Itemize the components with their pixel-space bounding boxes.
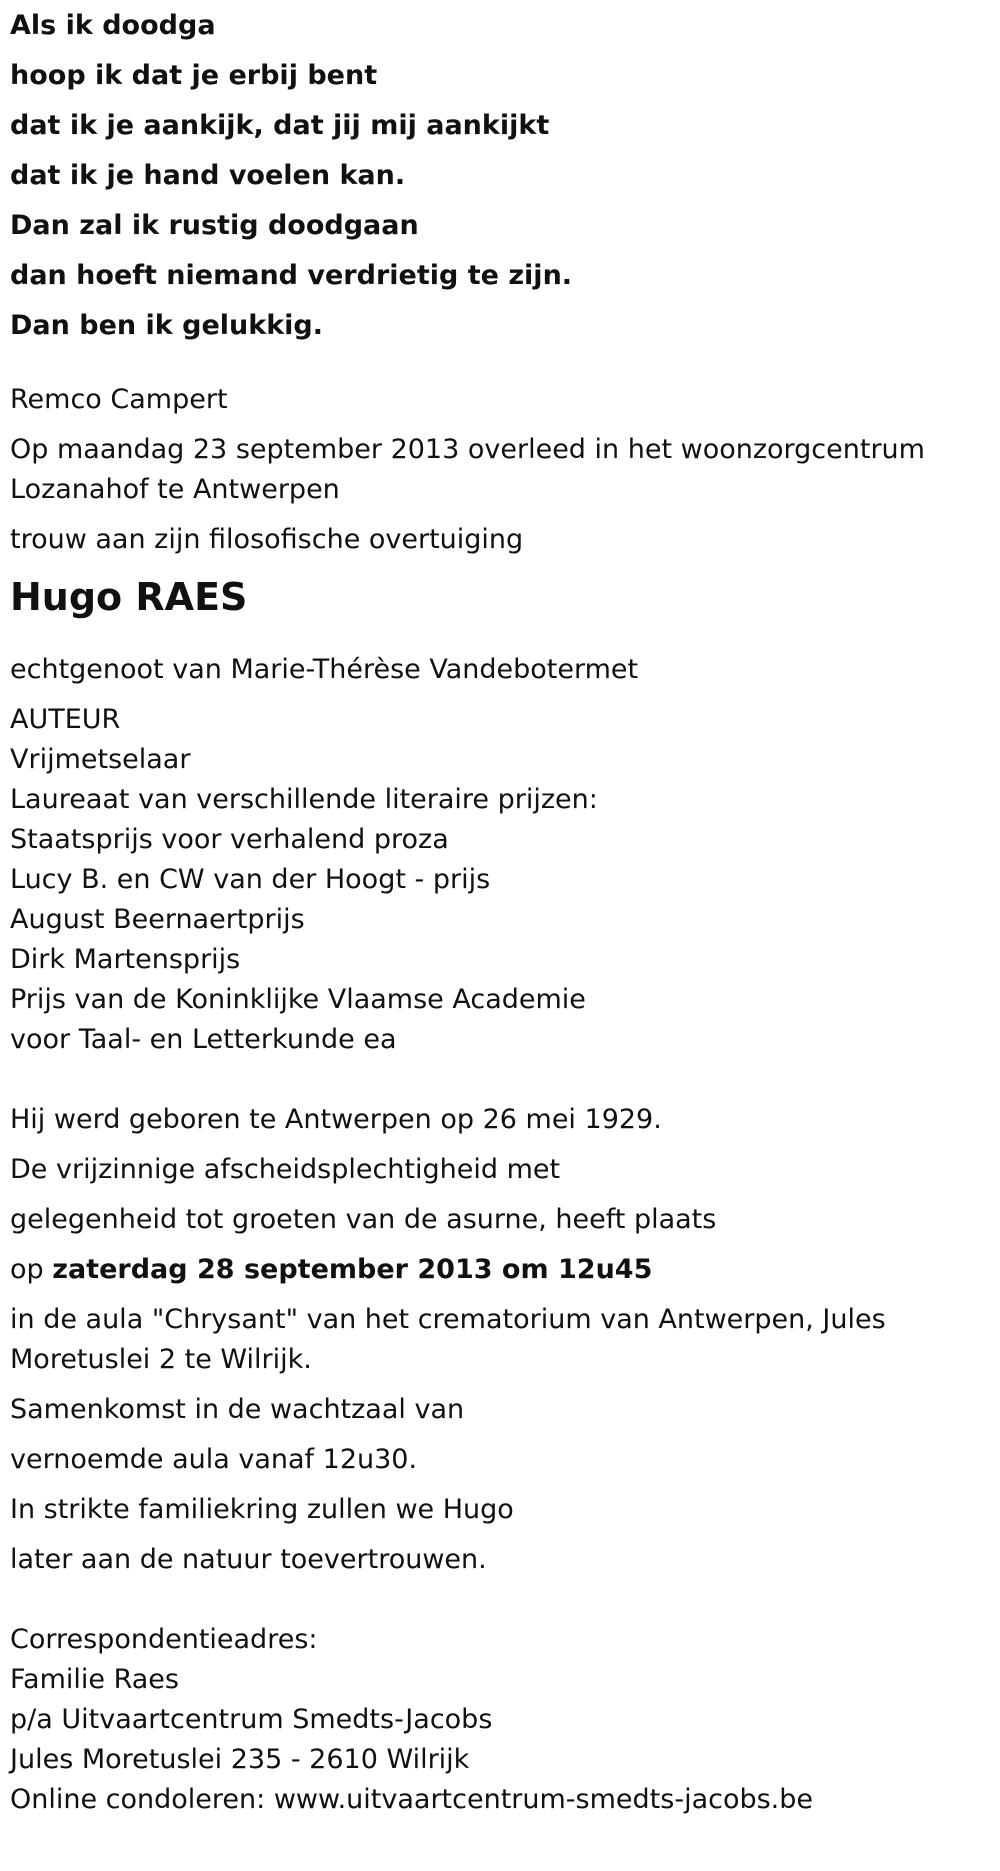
obituary-page (10, 0, 990, 1820)
ceremony-location: in de aula "Chrysant" van het crematorium van Antwerpen, Jules (10, 1304, 886, 1335)
title-line: Prijs van de Koninklijke Vlaamse Academie (10, 984, 586, 1015)
birth-line: Hij werd geboren te Antwerpen op 26 mei 1929. (10, 1104, 662, 1135)
correspondence (10, 1620, 990, 1820)
poem (10, 0, 990, 351)
deceased-details (10, 650, 990, 1060)
title-line: Vrijmetselaar (10, 744, 191, 775)
ceremony-date-bold: zaterdag 28 september 2013 om 12u45 (52, 1254, 653, 1285)
death-notice-line: Lozanahof te Antwerpen (10, 474, 340, 505)
poem-line: dat ik je hand voelen kan. (10, 160, 406, 191)
poem-line: Als ik doodga (10, 10, 216, 41)
ceremony-date-prefix: op (10, 1254, 53, 1285)
deceased-name: Hugo RAES (10, 575, 248, 619)
poem-author: Remco Campert (10, 384, 228, 415)
conviction-line: trouw aan zijn filosofische overtuiging (10, 524, 524, 555)
title-line: August Beernaertprijs (10, 904, 305, 935)
death-notice-line: Op maandag 23 september 2013 overleed in het woonzorgcentrum (10, 434, 925, 465)
spouse-line: echtgenoot van Marie-Thérèse Vandebotermet (10, 654, 639, 685)
title-line: voor Taal- en Letterkunde ea (10, 1024, 397, 1055)
poem-line: Dan zal ik rustig doodgaan (10, 210, 419, 241)
title-line: Dirk Martensprijs (10, 944, 241, 975)
family-line: In strikte familiekring zullen we Hugo (10, 1494, 514, 1525)
ceremony-details (10, 1100, 990, 1580)
announcement (10, 380, 990, 560)
title-line: Staatsprijs voor verhalend proza (10, 824, 449, 855)
gathering-line: Samenkomst in de wachtzaal van (10, 1394, 465, 1425)
ceremony-line: De vrijzinnige afscheidsplechtigheid met (10, 1154, 561, 1185)
title-line: Laureaat van verschillende literaire prijzen: (10, 784, 598, 815)
poem-line: hoop ik dat je erbij bent (10, 60, 378, 91)
gathering-line: vernoemde aula vanaf 12u30. (10, 1444, 418, 1475)
title-line: Lucy B. en CW van der Hoogt - prijs (10, 864, 491, 895)
correspondence-line: Familie Raes (10, 1664, 179, 1695)
family-line: later aan de natuur toevertrouwen. (10, 1544, 487, 1575)
title-line: AUTEUR (10, 704, 121, 735)
ceremony-line: gelegenheid tot groeten van de asurne, heeft plaats (10, 1204, 717, 1235)
ceremony-location: Moretuslei 2 te Wilrijk. (10, 1344, 312, 1375)
correspondence-line: Jules Moretuslei 235 - 2610 Wilrijk (10, 1744, 470, 1775)
poem-line: dan hoeft niemand verdrietig te zijn. (10, 260, 573, 291)
ceremony-date (10, 1250, 990, 1290)
correspondence-heading: Correspondentieadres: (10, 1624, 318, 1655)
online-condolence-line: Online condoleren: www.uitvaartcentrum-smedts-jacobs.be (10, 1784, 814, 1815)
poem-line: dat ik je aankijk, dat jij mij aankijkt (10, 110, 550, 141)
correspondence-line: p/a Uitvaartcentrum Smedts-Jacobs (10, 1704, 493, 1735)
poem-line: Dan ben ik gelukkig. (10, 310, 323, 341)
